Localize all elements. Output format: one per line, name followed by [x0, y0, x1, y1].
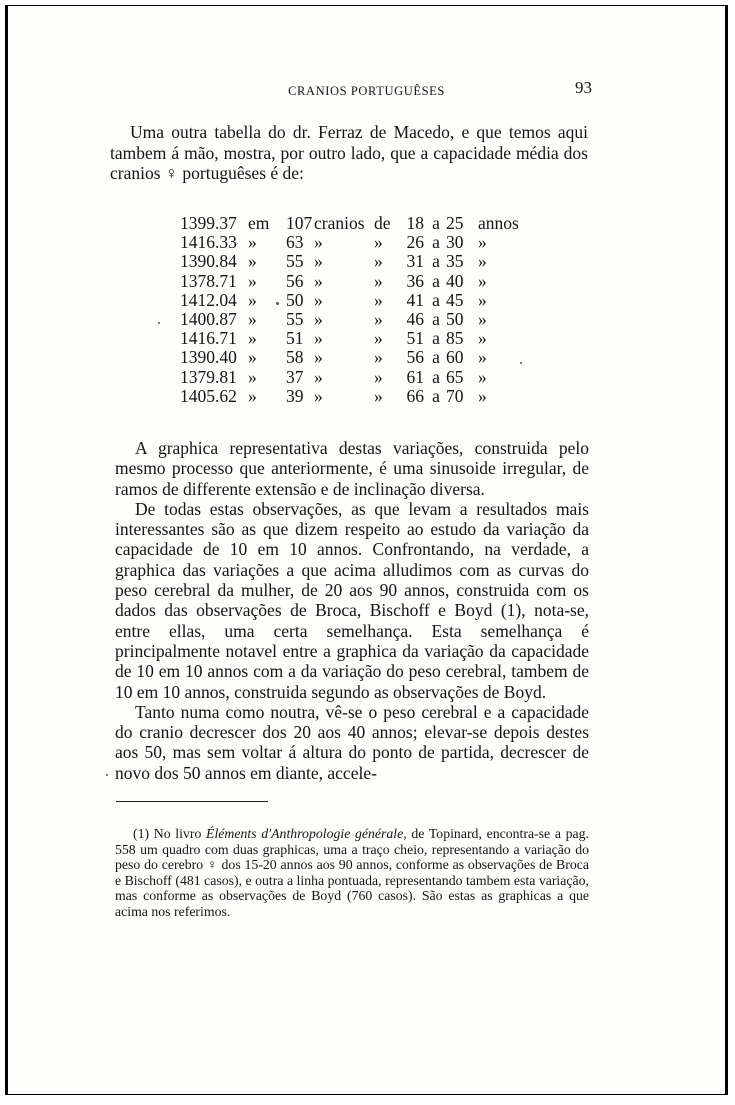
cranios-word: cranios — [314, 213, 365, 233]
a-word: a — [432, 366, 440, 387]
de-word: » — [374, 289, 383, 310]
age-from: 41 — [406, 289, 424, 310]
capacity-value: 1390.84 — [180, 251, 237, 272]
capacity-value: 1405.62 — [180, 385, 237, 406]
footnote-text — [115, 826, 589, 920]
a-word: a — [432, 251, 440, 272]
capacity-value: 1400.87 — [180, 309, 237, 330]
age-from: 18 — [406, 213, 424, 233]
footnote — [115, 826, 589, 920]
count-value: 107 — [286, 213, 313, 233]
table-row — [180, 291, 519, 310]
running-title: CRANIOS PORTUGUÊSES — [288, 84, 445, 98]
age-to: 50 — [446, 309, 464, 330]
capacity-value: 1378.71 — [180, 270, 237, 291]
de-word: de — [374, 213, 391, 233]
footnote-rule — [116, 801, 268, 802]
paragraph-tanto: Tanto numa como noutra, vê-se o peso cerebral e a capacidade do cranio decrescer dos 20 aos 40 annos; elevar-se depois destes aos 50, mas sem voltar á altura do ponto de partida, decrescer de novo dos 50 annos em diante, accele- — [115, 701, 589, 783]
body-text — [115, 438, 589, 783]
table-row — [180, 310, 519, 329]
age-from: 61 — [406, 366, 424, 387]
footnote-lead: (1) No livro — [133, 826, 207, 841]
paragraph-graphica: A graphica representativa destas variações, construida pelo mesmo processo que anteriormente, é uma sinusoide irregular, de ramos de differente extensão e de inclinação diversa. — [115, 438, 589, 499]
count-value: 63 — [286, 232, 304, 253]
cranios-word: » — [314, 232, 323, 253]
cranios-word: » — [314, 366, 323, 387]
count-value: 39 — [286, 385, 304, 406]
de-word: » — [374, 270, 383, 291]
annos-word: » — [478, 347, 487, 368]
em-word: » — [248, 309, 257, 330]
capacity-value: 1412.04 — [180, 289, 237, 310]
footnote-rest: de Topinard, encontra-se a pag. 558 um quadro com duas graphicas, uma a traço cheio, representando a variação do peso do cerebro ♀ dos 15-20 annos aos 90 annos, conforme as observações de Broca e Bischoff (481 casos), e outra a linha pontuada, representando tambem esta variação, mas conforme as observações de Boyd (760 casos). São estas as graphicas a que acima nos referimos. — [115, 826, 589, 919]
age-to: 70 — [446, 385, 464, 406]
em-word: em — [248, 213, 270, 233]
capacity-value: 1399.37 — [180, 213, 237, 233]
a-word: a — [432, 270, 440, 291]
count-value: 37 — [286, 366, 304, 387]
cranios-word: » — [314, 270, 323, 291]
capacity-value: 1416.71 — [180, 328, 237, 349]
em-word: » — [248, 251, 257, 272]
footnote-book-title: Éléments d'Anthropologie générale, — [206, 826, 407, 841]
a-word: a — [432, 347, 440, 368]
table-row — [180, 329, 519, 348]
paper-speck — [106, 774, 108, 776]
age-from: 56 — [406, 347, 424, 368]
count-value: 50 — [286, 289, 304, 310]
de-word: » — [374, 251, 383, 272]
annos-word: annos — [478, 213, 519, 233]
annos-word: » — [478, 328, 487, 349]
age-from: 26 — [406, 232, 424, 253]
cranios-word: » — [314, 251, 323, 272]
age-from: 46 — [406, 309, 424, 330]
age-from: 36 — [406, 270, 424, 291]
de-word: » — [374, 385, 383, 406]
em-word: » — [248, 347, 257, 368]
age-to: 25 — [446, 213, 464, 233]
a-word: a — [432, 289, 440, 310]
age-to: 40 — [446, 270, 464, 291]
intro-paragraph — [110, 122, 588, 184]
a-word: a — [432, 213, 440, 233]
age-to: 85 — [446, 328, 464, 349]
count-value: 51 — [286, 328, 304, 349]
em-word: » — [248, 289, 257, 310]
de-word: » — [374, 366, 383, 387]
em-word: » — [248, 385, 257, 406]
age-from: 66 — [406, 385, 424, 406]
book-page — [5, 5, 728, 1095]
capacity-value: 1379.81 — [180, 366, 237, 387]
annos-word: » — [478, 385, 487, 406]
a-word: a — [432, 328, 440, 349]
count-value: 55 — [286, 251, 304, 272]
table-row — [180, 233, 519, 252]
de-word: » — [374, 309, 383, 330]
annos-word: » — [478, 270, 487, 291]
paper-speck — [520, 362, 522, 364]
table-row — [180, 387, 519, 406]
de-word: » — [374, 232, 383, 253]
cranios-word: » — [314, 289, 323, 310]
age-to: 60 — [446, 347, 464, 368]
a-word: a — [432, 232, 440, 253]
age-to: 45 — [446, 289, 464, 310]
cranios-word: » — [314, 347, 323, 368]
annos-word: » — [478, 366, 487, 387]
annos-word: » — [478, 309, 487, 330]
age-to: 35 — [446, 251, 464, 272]
page-number: 93 — [575, 78, 592, 97]
age-from: 31 — [406, 251, 424, 272]
age-to: 30 — [446, 232, 464, 253]
cranios-word: » — [314, 309, 323, 330]
table-row — [180, 214, 519, 233]
a-word: a — [432, 385, 440, 406]
capacity-table — [180, 214, 519, 406]
annos-word: » — [478, 251, 487, 272]
count-value: 56 — [286, 270, 304, 291]
a-word: a — [432, 309, 440, 330]
annos-word: » — [478, 289, 487, 310]
de-word: » — [374, 328, 383, 349]
annos-word: » — [478, 232, 487, 253]
em-word: » — [248, 366, 257, 387]
capacity-value: 1390.40 — [180, 347, 237, 368]
em-word: » — [248, 328, 257, 349]
paper-speck — [158, 322, 160, 324]
capacity-value: 1416.33 — [180, 232, 237, 253]
table-row — [180, 348, 519, 367]
count-value: 55 — [286, 309, 304, 330]
em-word: » — [248, 232, 257, 253]
paper-speck — [276, 302, 279, 305]
capacity-table-body — [180, 214, 519, 406]
age-from: 51 — [406, 328, 424, 349]
table-row — [180, 252, 519, 271]
age-to: 65 — [446, 366, 464, 387]
intro-text: Uma outra tabella do dr. Ferraz de Macedo, e que temos aqui tambem á mão, mostra, por outro lado, que a capacidade média dos cranios ♀ portuguêses é de: — [110, 122, 588, 183]
de-word: » — [374, 347, 383, 368]
table-row — [180, 368, 519, 387]
table-row — [180, 272, 519, 291]
em-word: » — [248, 270, 257, 291]
cranios-word: » — [314, 328, 323, 349]
cranios-word: » — [314, 385, 323, 406]
count-value: 58 — [286, 347, 304, 368]
paragraph-observacoes: De todas estas observações, as que levam a resultados mais interessantes são as que dizem respeito ao estudo da variação da capacidade de 10 em 10 annos. Confrontando, na verdade, a graphica das variações a que acima alludimos com as curvas do peso cerebral da mulher, de 20 aos 90 annos, construida com os dados das observações de Broca, Bischoff e Boyd (1), nota-se, entre ellas, uma certa semelhança. Esta semelhança é principalmente notavel entre a graphica da variação da capacidade de 10 em 10 annos com a da variação do peso cerebral, tambem de 10 em 10 annos, construida segundo as observações de Boyd. — [115, 498, 589, 702]
